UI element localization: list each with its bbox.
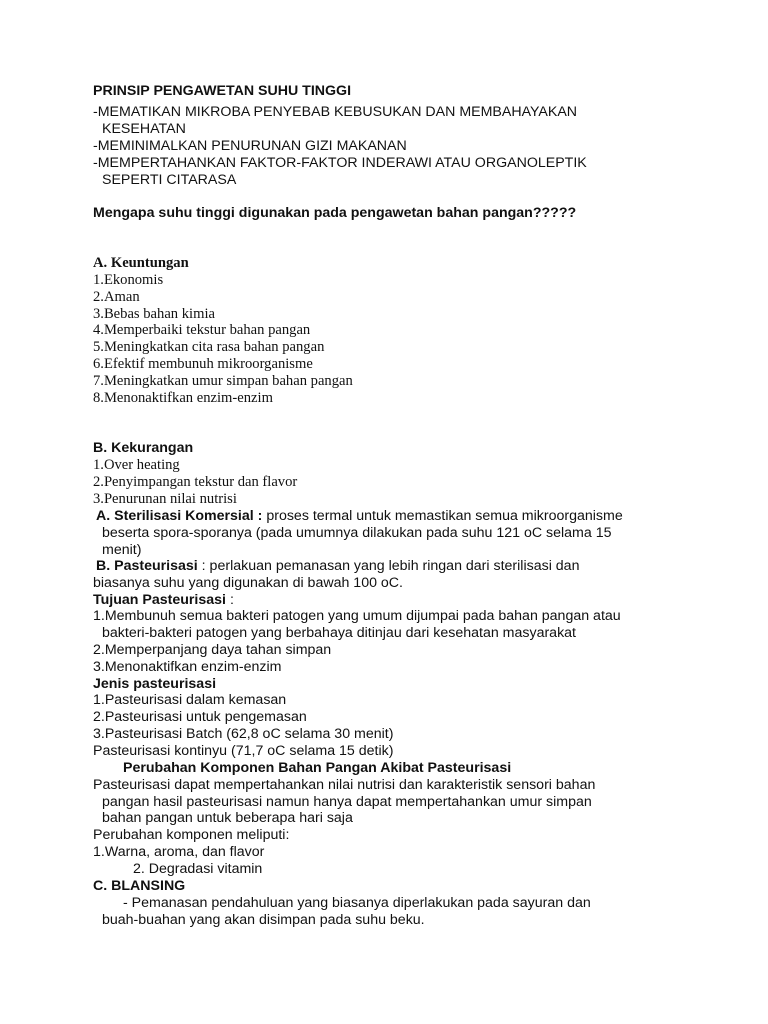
tujuan-line: 3.Menonaktifkan enzim-enzim (93, 659, 282, 675)
perubahan-line: 1.Warna, aroma, dan flavor (93, 844, 265, 860)
sterilisasi-term: A. Sterilisasi Komersial : (96, 508, 263, 524)
keuntungan-heading: A. Keuntungan (93, 255, 189, 271)
perubahan-line: Perubahan komponen meliputi: (93, 827, 290, 843)
perubahan-line: Pasteurisasi dapat mempertahankan nilai nutrisi dan karakteristik sensori bahan (93, 777, 596, 793)
keuntungan-item: 3.Bebas bahan kimia (93, 306, 215, 322)
principles-heading: PRINSIP PENGAWETAN SUHU TINGGI (93, 83, 352, 99)
sterilisasi-continuation: menit) (102, 542, 142, 558)
kekurangan-heading: B. Kekurangan (93, 440, 194, 456)
blansing-line: buah-buahan yang akan disimpan pada suhu beku. (102, 912, 425, 928)
perubahan-line: 2. Degradasi vitamin (133, 861, 263, 877)
perubahan-heading: Perubahan Komponen Bahan Pangan Akibat Pasteurisasi (123, 760, 512, 776)
tujuan-heading-line (93, 593, 234, 607)
blansing-line: - Pemanasan pendahuluan yang biasanya diperlakukan pada sayuran dan (123, 895, 591, 911)
jenis-line: 1.Pasteurisasi dalam kemasan (93, 692, 287, 708)
jenis-line: 2.Pasteurisasi untuk pengemasan (93, 709, 307, 725)
blansing-heading: C. BLANSING (93, 878, 186, 894)
keuntungan-item: 2.Aman (93, 289, 140, 305)
sterilisasi-line (96, 509, 623, 523)
perubahan-line: bahan pangan untuk beberapa hari saja (102, 810, 353, 826)
jenis-line: 3.Pasteurisasi Batch (62,8 oC selama 30 menit) (93, 726, 394, 742)
sterilisasi-definition: proses termal untuk memastikan semua mikroorganisme (262, 508, 623, 524)
kekurangan-item: 1.Over heating (93, 457, 180, 473)
tujuan-heading: Tujuan Pasteurisasi (93, 592, 226, 608)
pasteurisasi-line (96, 559, 579, 573)
keuntungan-item: 8.Menonaktifkan enzim-enzim (93, 390, 273, 406)
tujuan-line: bakteri-bakteri patogen yang berbahaya ditinjau dari kesehatan masyarakat (102, 625, 576, 641)
question-text: Mengapa suhu tinggi digunakan pada pengawetan bahan pangan????? (93, 205, 577, 221)
keuntungan-item: 6.Efektif membunuh mikroorganisme (93, 356, 313, 372)
principle-line: KESEHATAN (102, 121, 186, 137)
pasteurisasi-term: B. Pasteurisasi (96, 558, 198, 574)
tujuan-heading-suffix: : (226, 592, 234, 608)
keuntungan-item: 1.Ekonomis (93, 272, 164, 288)
jenis-line: Pasteurisasi kontinyu (71,7 oC selama 15 detik) (93, 743, 394, 759)
keuntungan-item: 7.Meningkatkan umur simpan bahan pangan (93, 373, 353, 389)
pasteurisasi-definition: : perlakuan pemanasan yang lebih ringan dari sterilisasi dan (197, 558, 580, 574)
keuntungan-item: 4.Memperbaiki tekstur bahan pangan (93, 322, 311, 338)
kekurangan-item: 2.Penyimpangan tekstur dan flavor (93, 474, 298, 490)
jenis-heading: Jenis pasteurisasi (93, 676, 217, 692)
principle-line: -MEMINIMALKAN PENURUNAN GIZI MAKANAN (93, 138, 407, 154)
tujuan-line: 2.Memperpanjang daya tahan simpan (93, 642, 332, 658)
kekurangan-item: 3.Penurunan nilai nutrisi (93, 491, 237, 507)
principle-line: -MEMATIKAN MIKROBA PENYEBAB KEBUSUKAN DAN MEMBAHAYAKAN (93, 104, 578, 120)
principle-line: -MEMPERTAHANKAN FAKTOR-FAKTOR INDERAWI ATAU ORGANOLEPTIK (93, 155, 587, 171)
keuntungan-item: 5.Meningkatkan cita rasa bahan pangan (93, 339, 325, 355)
tujuan-line: 1.Membunuh semua bakteri patogen yang umum dijumpai pada bahan pangan atau (93, 608, 621, 624)
perubahan-line: pangan hasil pasteurisasi namun hanya dapat mempertahankan umur simpan (102, 794, 592, 810)
principle-line: SEPERTI CITARASA (102, 172, 237, 188)
pasteurisasi-continuation: biasanya suhu yang digunakan di bawah 100 oC. (93, 575, 403, 591)
sterilisasi-continuation: beserta spora-sporanya (pada umumnya dilakukan pada suhu 121 oC selama 15 (102, 525, 612, 541)
